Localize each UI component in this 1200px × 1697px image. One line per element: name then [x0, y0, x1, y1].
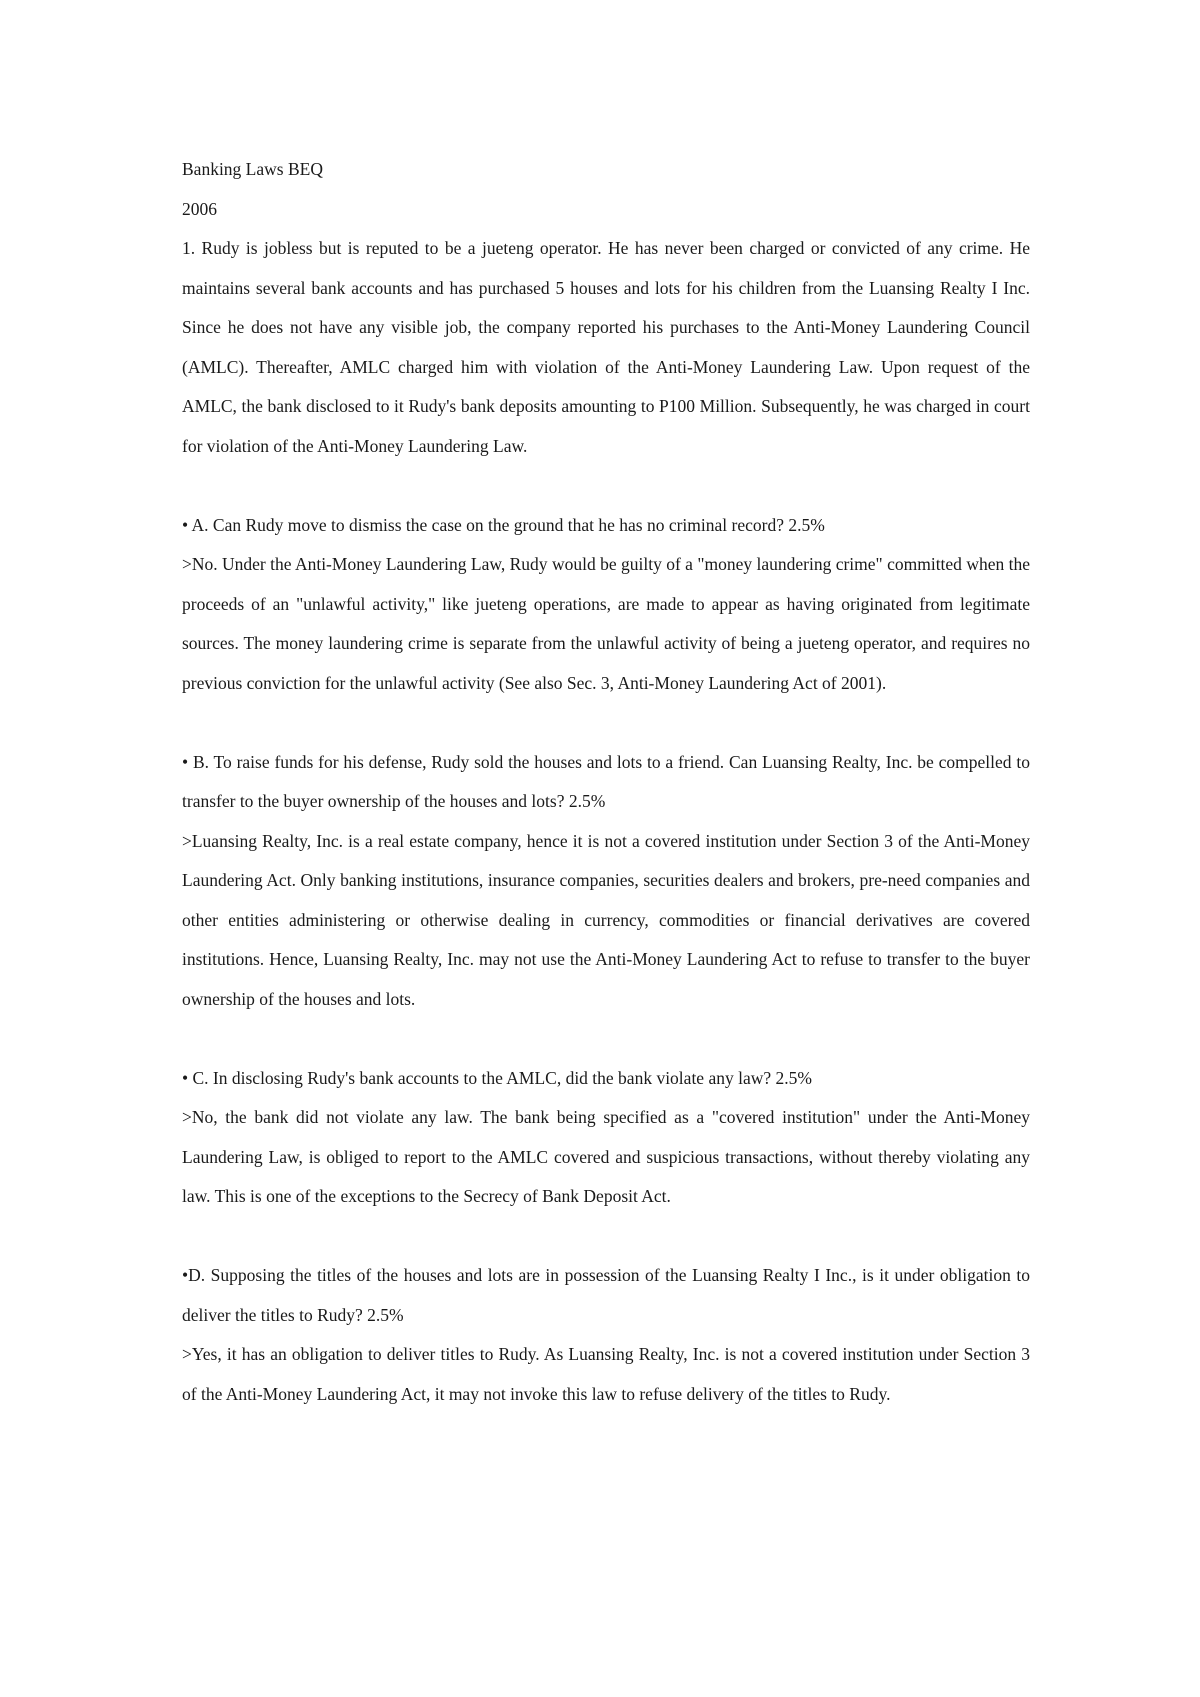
question-c: • C. In disclosing Rudy's bank accounts to the AMLC, did the bank violate any law? 2.5% — [182, 1067, 812, 1088]
answer-c: >No, the bank did not violate any law. The bank being specified as a "covered institution" under the Anti-Money Laundering Law, is obliged to report to the AMLC covered and suspicious transactions, without thereby violating any law. This is one of the exceptions to the Secrecy of Bank Deposit Act. — [182, 1107, 1030, 1206]
spacer — [182, 466, 1030, 506]
spacer — [182, 703, 1030, 743]
answer-a: >No. Under the Anti-Money Laundering Law, Rudy would be guilty of a "money laundering crime" committed when the proceeds of an "unlawful activity," like jueteng operations, are made to appear as having originated from legitimate sources. The money laundering crime is separate from the unlawful activity of being a jueteng operator, and requires no previous conviction for the unlawful activity (See also Sec. 3, Anti-Money Laundering Act of 2001). — [182, 554, 1030, 693]
question-a: • A. Can Rudy move to dismiss the case on the ground that he has no criminal record? 2.5% — [182, 514, 825, 535]
question-d: •D. Supposing the titles of the houses and lots are in possession of the Luansing Realty I Inc., is it under obligation to deliver the titles to Rudy? 2.5% — [182, 1265, 1030, 1325]
problem-statement: 1. Rudy is jobless but is reputed to be a jueteng operator. He has never been charged or convicted of any crime. He maintains several bank accounts and has purchased 5 houses and lots for his children from the Luansing Realty I Inc. Since he does not have any visible job, the company reported his purchases to the Anti-Money Laundering Council (AMLC). Thereafter, AMLC charged him with violation of the Anti-Money Laundering Law. Upon request of the AMLC, the bank disclosed to it Rudy's bank deposits amounting to P100 Million. Subsequently, he was charged in court for violation of the Anti-Money Laundering Law. — [182, 238, 1030, 456]
spacer — [182, 1019, 1030, 1059]
spacer — [182, 1217, 1030, 1257]
item-a — [182, 506, 1030, 704]
item-d — [182, 1256, 1030, 1414]
document-page — [182, 150, 1030, 1414]
document-year: 2006 — [182, 198, 217, 219]
document-title: Banking Laws BEQ — [182, 159, 323, 179]
answer-b: >Luansing Realty, Inc. is a real estate company, hence it is not a covered institution under Section 3 of the Anti-Money Laundering Act. Only banking institutions, insurance companies, securities dealers and brokers, pre-need companies and other entities administering or otherwise dealing in currency, commodities or financial derivatives are covered institutions. Hence, Luansing Realty, Inc. may not use the Anti-Money Laundering Act to refuse to transfer to the buyer ownership of the houses and lots. — [182, 830, 1030, 1009]
question-b: • B. To raise funds for his defense, Rudy sold the houses and lots to a friend. Can Luansing Realty, Inc. be compelled to transfer to the buyer ownership of the houses and lots? 2.5% — [182, 751, 1030, 811]
answer-d: >Yes, it has an obligation to deliver titles to Rudy. As Luansing Realty, Inc. is not a covered institution under Section 3 of the Anti-Money Laundering Act, it may not invoke this law to refuse delivery of the titles to Rudy. — [182, 1344, 1030, 1404]
item-b — [182, 743, 1030, 1020]
item-c — [182, 1059, 1030, 1217]
